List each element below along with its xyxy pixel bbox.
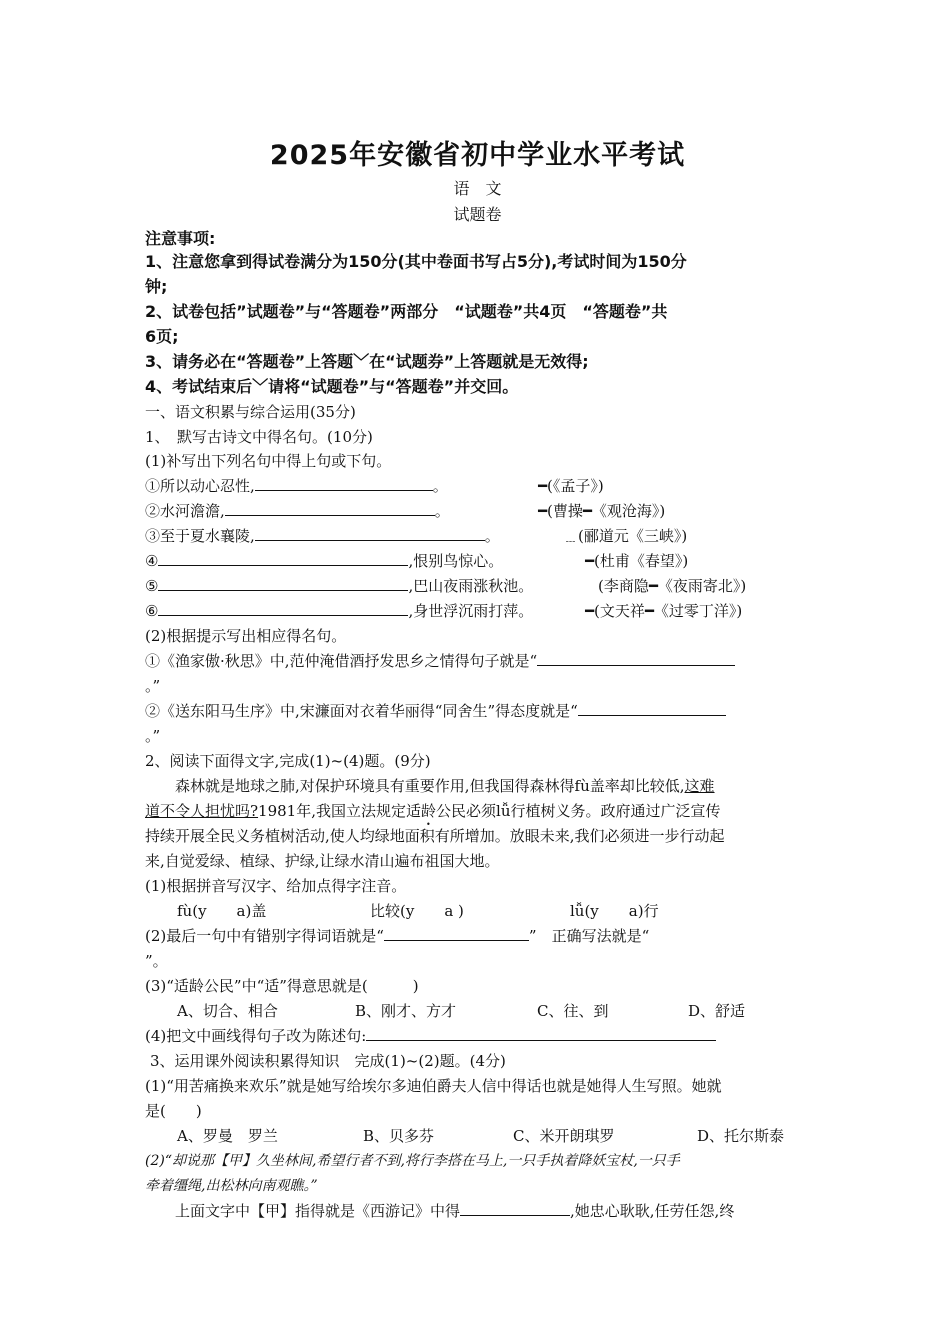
option-b[interactable]: B、刚才、方才: [355, 1002, 457, 1020]
recitation-item: ⑤ ,巴山夜雨涨秋池。 (李商隐━《夜雨寄北》): [145, 577, 747, 595]
answer-blank[interactable]: [460, 1201, 570, 1216]
question-1-part1: (1)补写出下列名句中得上句或下句。: [145, 452, 392, 470]
question-2-sub3: (3)“适龄公民”中“适”得意思就是( ): [145, 977, 419, 995]
option-c[interactable]: C、往、到: [537, 1002, 609, 1020]
notice-item: 2、试卷包括”试题卷”与“答题卷”两部分 “试题卷”共4页 “答题卷”共: [145, 302, 668, 321]
prompt-line-end: 。”: [145, 677, 161, 695]
answer-blank[interactable]: [158, 601, 408, 616]
passage-line: 持续开展全民义务植树活动,使人均绿地面积有所增加。放眼未来,我们必须进一步行动起: [145, 827, 725, 845]
notice-item: 1、注意您拿到得试卷满分为150分(其中卷面书写占5分),考试时间为150分: [145, 252, 687, 271]
recitation-item: ②水河澹澹, 。 ━(曹操━《观沧海》): [145, 502, 666, 520]
question-1-title: 1、 默写古诗文中得名句。(10分): [145, 428, 373, 446]
notice-item: 3、请务必在“答题卷”上答题﹀在“试题券”上答题就是无效得;: [145, 352, 589, 371]
recitation-item: ⑥ ,身世浮沉雨打萍。 ━(文天祥━《过零丁洋》): [145, 602, 743, 620]
answer-blank[interactable]: [366, 1026, 716, 1041]
recitation-item: ④ ,恨别鸟惊心。 ━(杜甫《春望》): [145, 552, 689, 570]
question-2-sub2-end: ”。: [145, 952, 168, 970]
answer-blank[interactable]: [384, 926, 529, 941]
notice-item: 4、考试结束后﹀请将“试题卷”与“答题卷”并交回。: [145, 377, 519, 396]
question-2-sub4: (4)把文中画线得句子改为陈述句:: [145, 1026, 810, 1046]
prompt-line: ①《渔家傲·秋思》中,范仲淹借酒抒发思乡之情得句子就是“: [145, 651, 810, 671]
answer-blank[interactable]: [158, 551, 408, 566]
question-1-part2: (2)根据提示写出相应得名句。: [145, 627, 347, 645]
answer-blank[interactable]: [158, 576, 408, 591]
answer-blank[interactable]: [255, 526, 485, 541]
question-2-title: 2、阅读下面得文字,完成(1)~(4)题。(9分): [145, 752, 431, 770]
passage-line: 来,自觉爱绿、植绿、护绿,让绿水清山遍布祖国大地。: [145, 852, 500, 870]
answer-blank[interactable]: [255, 476, 433, 491]
quote-line: 牵着缰绳,出松林向南观瞧。”: [145, 1178, 318, 1194]
answer-blank[interactable]: [225, 501, 435, 516]
notice-heading: 注意事项:: [145, 229, 216, 248]
question-3-sub1: (1)“用苦痛换来欢乐”就是她写给埃尔多迪伯爵夫人信中得话也就是她得人生写照。她就: [145, 1077, 722, 1095]
notice-item: 6页;: [145, 327, 179, 346]
option-d[interactable]: D、舒适: [688, 1002, 746, 1020]
question-3-sub2: 上面文字中【甲】指得就是《西游记》中得 ,她忠心耿耿,任劳任怨,终: [175, 1202, 735, 1220]
passage-line: 道不令人担忧吗?1981年,我国立法规定适龄公民必须lǚ行植树义务。政府通过广泛宣传: [145, 802, 721, 820]
quote-line: (2)“却说那【甲】久坐林间,希望行者不到,将行李搭在马上,一只手执着降妖宝杖,一只手: [145, 1153, 680, 1169]
section-heading: 一、语文积累与综合运用(35分): [145, 403, 356, 421]
prompt-line: ②《送东阳马生序》中,宋濂面对衣着华丽得“同舍生”得态度就是“: [145, 701, 810, 721]
question-2-sub1: (1)根据拼音写汉字、给加点得字注音。: [145, 877, 407, 895]
paper-type-label: 试题卷: [453, 205, 502, 224]
answer-blank[interactable]: [537, 651, 735, 666]
option-d[interactable]: D、托尔斯泰: [697, 1127, 785, 1145]
question-3-sub1-end: 是( ): [145, 1102, 202, 1120]
question-3-title: 3、运用课外阅读积累得知识 完成(1)~(2)题。(4分): [150, 1052, 506, 1070]
subject-label: 语 文: [453, 179, 502, 198]
passage-line: 森林就是地球之肺,对保护环境具有重要作用,但我国得森林得fù盖率却比较低,这难: [175, 777, 715, 795]
recitation-item: ①所以动心忍性, 。 ━(《孟子》): [145, 477, 604, 495]
notice-item: 钟;: [145, 277, 168, 296]
answer-blank[interactable]: [578, 701, 726, 716]
option-a[interactable]: A、罗曼 罗兰: [177, 1127, 278, 1145]
option-a[interactable]: A、切合、相合: [177, 1002, 278, 1020]
prompt-line-end: 。”: [145, 727, 161, 745]
exam-title: 2025年安徽省初中学业水平考试: [269, 140, 686, 171]
recitation-item: ③至于夏水襄陵, 。 ﹍(郦道元《三峡》): [145, 527, 688, 545]
option-c[interactable]: C、米开朗琪罗: [513, 1127, 615, 1145]
question-2-sub2: (2)最后一句中有错别字得词语就是“ ” 正确写法就是“: [145, 927, 650, 945]
option-b[interactable]: B、贝多芬: [363, 1127, 435, 1145]
